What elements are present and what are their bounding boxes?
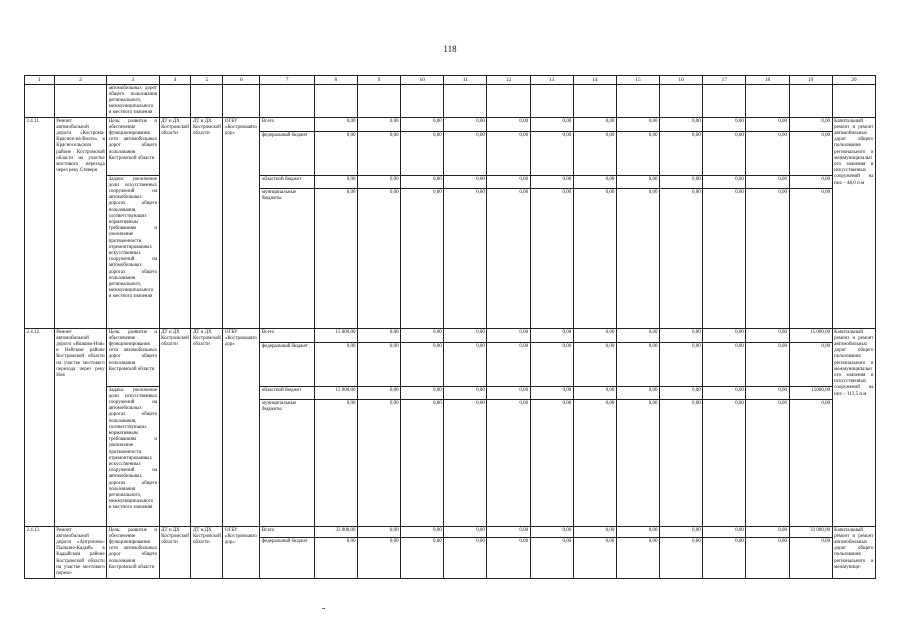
funding-amount: 0,00 <box>314 118 357 132</box>
program-table-frame <box>24 75 876 595</box>
funding-row <box>25 387 876 400</box>
activity-goal: Цель: развитие и обеспечение функционирования сети автомобильных дорог общего пользования Костромской области <box>107 527 159 579</box>
funding-amount: 0,00 <box>444 176 487 189</box>
funding-amount: 0,00 <box>530 400 573 527</box>
funding-source: Всего <box>260 118 314 132</box>
funding-amount: 15000,00 <box>789 387 832 400</box>
executor: ОГБУ «Костромаавтодор» <box>223 527 260 579</box>
funding-source: федеральный бюджет <box>260 343 314 387</box>
activity-id: 2.4.13. <box>25 527 55 579</box>
funding-amount: 0,00 <box>573 132 616 176</box>
funding-amount: 0,00 <box>357 132 400 176</box>
funding-amount: 0,00 <box>444 132 487 176</box>
funding-amount: 0,00 <box>616 527 659 538</box>
funding-amount: 0,00 <box>487 189 530 329</box>
funding-amount: 0,00 <box>314 343 357 387</box>
funding-amount: 0,00 <box>789 118 832 132</box>
funding-amount: 0,00 <box>703 118 746 132</box>
column-number: 8 <box>314 76 357 85</box>
funding-amount: 0,00 <box>401 527 444 538</box>
column-number: 2 <box>54 76 106 85</box>
coordinating-department: ДТ и ДХ Костромской области <box>191 329 223 527</box>
funding-amount: 0,00 <box>746 329 789 343</box>
funding-amount: 0,00 <box>789 343 832 387</box>
activity-id: 2.4.12. <box>25 329 55 527</box>
funding-amount: 0,00 <box>660 538 703 578</box>
funding-amount: 0,00 <box>616 329 659 343</box>
funding-amount: 0,00 <box>616 538 659 578</box>
funding-amount: 0,00 <box>444 118 487 132</box>
column-number: 20 <box>832 76 875 85</box>
funding-amount: 33 000,00 <box>789 527 832 538</box>
funding-amount: 0,00 <box>746 189 789 329</box>
funding-amount: 0,00 <box>660 189 703 329</box>
funding-amount: 0,00 <box>573 538 616 578</box>
funding-source: муниципальные бюджеты <box>260 400 314 527</box>
column-number: 3 <box>107 76 159 85</box>
page-number: 118 <box>443 44 457 54</box>
funding-amount: 0,00 <box>530 343 573 387</box>
continuation-row <box>25 85 876 118</box>
funding-amount: 0,00 <box>530 189 573 329</box>
funding-amount: 0,00 <box>314 176 357 189</box>
activity-row <box>25 329 876 343</box>
funding-amount: 0,00 <box>703 400 746 527</box>
funding-amount: 0,00 <box>401 329 444 343</box>
funding-amount: 0,00 <box>746 132 789 176</box>
funding-amount: 0,00 <box>789 189 832 329</box>
funding-amount: 0,00 <box>616 189 659 329</box>
funding-amount: 0,00 <box>746 400 789 527</box>
coordinating-department: ДТ и ДХ Костромской области <box>191 118 223 329</box>
activity-name: Ремонт автомобильной дороги «Антропово-Палкино-Кадый» в Кадыйском районе Костромской области на участке мостового перехо- <box>54 527 106 579</box>
activity-name: Ремонт автомобильной дороги «Кострома-Красное-на-Волге» в Красносельском районе Костромской области на участке мостового перехода через реку Стеверя <box>54 118 106 329</box>
funding-amount: 0,00 <box>616 343 659 387</box>
funding-amount: 0,00 <box>703 329 746 343</box>
funding-amount: 0,00 <box>660 329 703 343</box>
funding-amount: 0,00 <box>530 118 573 132</box>
funding-amount: 0,00 <box>401 118 444 132</box>
column-number: 5 <box>191 76 223 85</box>
funding-row <box>25 176 876 189</box>
funding-amount: 0,00 <box>530 387 573 400</box>
column-number: 10 <box>401 76 444 85</box>
funding-amount: 15 000,00 <box>314 387 357 400</box>
column-number: 13 <box>530 76 573 85</box>
column-number: 11 <box>444 76 487 85</box>
funding-amount: 0,00 <box>487 118 530 132</box>
funding-amount: 0,00 <box>660 343 703 387</box>
column-number: 18 <box>746 76 789 85</box>
column-number: 4 <box>159 76 191 85</box>
executor: ОГБУ «Костромаавтодор» <box>223 329 260 527</box>
funding-amount: 0,00 <box>660 387 703 400</box>
funding-source: Всего <box>260 329 314 343</box>
funding-amount: 0,00 <box>444 189 487 329</box>
funding-amount: 0,00 <box>357 118 400 132</box>
column-number: 16 <box>660 76 703 85</box>
expected-result: Капитальный ремонт и ремонт автомобильных дорог общего пользования регионального и межмуниципального значения и искусственных сооружений на них – 48,0 п.м <box>832 118 875 329</box>
continued-goal-text: автомобильных дорог общего пользования регионального, межмуниципального и местного значения <box>107 85 159 118</box>
funding-amount: 0,00 <box>401 387 444 400</box>
funding-amount: 15 000,00 <box>789 329 832 343</box>
funding-amount: 0,00 <box>530 538 573 578</box>
funding-amount: 0,00 <box>616 132 659 176</box>
funding-amount: 0,00 <box>487 132 530 176</box>
funding-amount: 0,00 <box>314 132 357 176</box>
funding-amount: 0,00 <box>703 176 746 189</box>
funding-amount: 0,00 <box>573 118 616 132</box>
activity-goal: Цель: развитие и обеспечение функционирования сети автомобильных дорог общего пользования Костромской области <box>107 329 159 387</box>
funding-amount: 0,00 <box>616 400 659 527</box>
column-number: 7 <box>260 76 314 85</box>
funding-amount: 0,00 <box>703 527 746 538</box>
funding-amount: 0,00 <box>401 176 444 189</box>
funding-amount: 0,00 <box>530 527 573 538</box>
coordinating-department: ДТ и ДХ Костромской области <box>191 527 223 579</box>
funding-amount: 0,00 <box>444 343 487 387</box>
funding-amount: 0,00 <box>573 189 616 329</box>
funding-amount: 0,00 <box>573 343 616 387</box>
column-number-row <box>25 76 876 85</box>
funding-amount: 0,00 <box>487 538 530 578</box>
funding-amount: 0,00 <box>530 329 573 343</box>
column-number: 17 <box>703 76 746 85</box>
funding-amount: 0,00 <box>401 400 444 527</box>
funding-amount: 0,00 <box>573 176 616 189</box>
funding-amount: 0,00 <box>357 400 400 527</box>
program-activities-table <box>24 75 876 579</box>
funding-amount: 0,00 <box>357 527 400 538</box>
funding-amount: 0,00 <box>357 387 400 400</box>
column-number: 14 <box>573 76 616 85</box>
funding-amount: 0,00 <box>703 132 746 176</box>
funding-amount: 0,00 <box>530 132 573 176</box>
funding-amount: 0,00 <box>573 387 616 400</box>
funding-amount: 0,00 <box>487 176 530 189</box>
column-number: 19 <box>789 76 832 85</box>
funding-amount: 0,00 <box>660 527 703 538</box>
executor: ОГБУ «Костромаавтодор» <box>223 118 260 329</box>
funding-amount: 0,00 <box>487 400 530 527</box>
activity-name: Ремонт автомобильной дороги «Яшково-Ноя» в Нейском районе Костромской области на участке мостового перехода через реку Ноя <box>54 329 106 527</box>
funding-amount: 0,00 <box>487 329 530 343</box>
funding-amount: 0,00 <box>444 400 487 527</box>
funding-amount: 0,00 <box>357 176 400 189</box>
funding-amount: 0,00 <box>616 118 659 132</box>
funding-amount: 0,00 <box>573 527 616 538</box>
funding-amount: 0,00 <box>401 538 444 578</box>
funding-amount: 0,00 <box>357 189 400 329</box>
funding-amount: 0,00 <box>487 343 530 387</box>
funding-amount: 0,00 <box>789 538 832 578</box>
funding-amount: 0,00 <box>401 189 444 329</box>
funding-amount: 0,00 <box>789 176 832 189</box>
funding-amount: 0,00 <box>401 132 444 176</box>
activity-goal: Цель: развитие и обеспечение функционирования сети автомобильных дорог общего пользования Костромской области <box>107 118 159 176</box>
funding-amount: 0,00 <box>660 400 703 527</box>
funding-amount: 0,00 <box>616 176 659 189</box>
funding-amount: 0,00 <box>357 329 400 343</box>
expected-result: Капитальный ремонт и ремонт автомобильных дорог общего пользования регионального и межмуници- <box>832 527 875 579</box>
funding-amount: 0,00 <box>573 400 616 527</box>
scan-mark <box>322 608 325 609</box>
funding-amount: 0,00 <box>487 387 530 400</box>
responsible-department: ДТ и ДХ Костромской области <box>159 329 191 527</box>
funding-source: областной бюджет <box>260 176 314 189</box>
funding-amount: 0,00 <box>703 343 746 387</box>
funding-amount: 0,00 <box>703 189 746 329</box>
funding-amount: 0,00 <box>444 538 487 578</box>
funding-source: Всего <box>260 527 314 538</box>
funding-amount: 0,00 <box>746 176 789 189</box>
column-number: 9 <box>357 76 400 85</box>
activity-task: Задача: увеличение доли искусственных сооружений на автомобильных дорогах общего пользования, соответствующих нормативным требованиям и увеличение протяженности отремонтированных искусственных сооружений на автомобильных дорогах общего пользования регионального, межмуниципального и местного значения <box>107 387 159 527</box>
funding-source: областной бюджет <box>260 387 314 400</box>
column-number: 12 <box>487 76 530 85</box>
funding-amount: 0,00 <box>703 387 746 400</box>
funding-amount: 0,00 <box>660 132 703 176</box>
activity-row <box>25 118 876 132</box>
column-number: 1 <box>25 76 55 85</box>
funding-amount: 0,00 <box>746 538 789 578</box>
funding-amount: 0,00 <box>314 189 357 329</box>
funding-amount: 33 000,00 <box>314 527 357 538</box>
responsible-department: ДТ и ДХ Костромской области <box>159 527 191 579</box>
activity-row <box>25 527 876 538</box>
funding-amount: 0,00 <box>573 329 616 343</box>
funding-amount: 0,00 <box>401 343 444 387</box>
column-number: 15 <box>616 76 659 85</box>
funding-amount: 0,00 <box>314 538 357 578</box>
table-body <box>25 85 876 579</box>
funding-source: федеральный бюджет <box>260 132 314 176</box>
funding-amount: 0,00 <box>314 400 357 527</box>
responsible-department: ДТ и ДХ Костромской области <box>159 118 191 329</box>
funding-amount: 0,00 <box>746 118 789 132</box>
funding-amount: 0,00 <box>487 527 530 538</box>
funding-source: федеральный бюджет <box>260 538 314 578</box>
funding-amount: 0,00 <box>530 176 573 189</box>
expected-result: Капитальный ремонт и ремонт автомобильных дорог общего пользования регионального и межмуниципального значения и искусственных сооружений на них – 113,5 п.м <box>832 329 875 527</box>
funding-amount: 0,00 <box>660 176 703 189</box>
funding-amount: 0,00 <box>616 387 659 400</box>
funding-amount: 0,00 <box>357 538 400 578</box>
activity-id: 2.4.11. <box>25 118 55 329</box>
funding-amount: 0,00 <box>444 527 487 538</box>
funding-amount: 0,00 <box>746 527 789 538</box>
funding-amount: 0,00 <box>703 538 746 578</box>
activity-task: Задача: увеличение доли искусственных сооружений на автомобильных дорогах общего пользования, соответствующих нормативным требованиям и увеличение протяженности отремонтированных искусственных сооружений на автомобильных дорогах общего пользования регионального, межмуниципального и местного значения <box>107 176 159 329</box>
column-number: 6 <box>223 76 260 85</box>
funding-amount: 15 000,00 <box>314 329 357 343</box>
funding-source: муниципальные бюджеты <box>260 189 314 329</box>
funding-amount: 0,00 <box>444 387 487 400</box>
funding-amount: 0,00 <box>357 343 400 387</box>
funding-amount: 0,00 <box>789 132 832 176</box>
funding-amount: 0,00 <box>789 400 832 527</box>
funding-amount: 0,00 <box>444 329 487 343</box>
funding-amount: 0,00 <box>746 343 789 387</box>
funding-amount: 0,00 <box>746 387 789 400</box>
funding-amount: 0,00 <box>660 118 703 132</box>
